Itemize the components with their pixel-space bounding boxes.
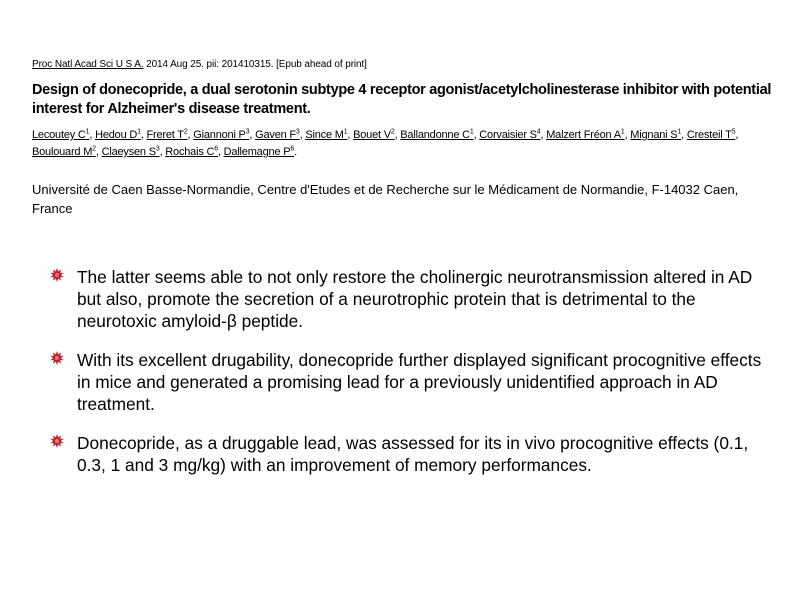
author-affiliation-number: 6 [290, 145, 295, 153]
author-affiliation-number: 1 [469, 128, 474, 136]
author-affiliation-number: 1 [137, 128, 141, 136]
author-link[interactable]: Malzert Fréon $A^1$ [546, 128, 625, 141]
journal-link[interactable]: Proc Natl Acad Sci U S A. [32, 59, 144, 70]
starburst-bullet-icon [50, 434, 64, 448]
author-link[interactable]: Hedou $D^1$ [95, 128, 141, 141]
starburst-bullet-icon [50, 351, 64, 365]
author-affiliation-number: 1 [620, 128, 625, 136]
author-link[interactable]: Ballandonne $C^1$ [400, 128, 474, 141]
bullet-item [50, 432, 770, 476]
bullet-text: Donecopride, as a druggable lead, was assessed for its in vivo procognitive effects (0.1, 0.3, 1 and 3 mg/kg) with an improvement of memory performances. [77, 433, 749, 475]
author-affiliation-number: 1 [677, 128, 682, 136]
author-link[interactable]: Corvaisier $S^4$ [479, 128, 541, 141]
author-affiliation-number: 3 [245, 128, 250, 136]
bullet-text: The latter seems able to not only restore the cholinergic neurotransmission altered in AD but also, promote the secretion of a neurotrophic protein that is detrimental to the neurotoxic amyloid-β peptide. [77, 267, 753, 331]
author-link[interactable]: Mignani $S^1$ [630, 128, 682, 141]
bullet-item [50, 349, 770, 415]
author-link[interactable]: Bouet $V^2$ [353, 128, 395, 141]
author-link[interactable]: Since $M^1$ [305, 128, 348, 141]
author-affiliation-number: 2 [92, 145, 96, 153]
citation-block [32, 58, 782, 161]
author-affiliation-number: 1 [343, 128, 348, 136]
author-link[interactable]: Giannoni $P^3$ [193, 128, 250, 141]
author-link[interactable]: Boulouard $M^2$ [32, 145, 96, 158]
author-link[interactable]: Rochais $C^6$ [165, 145, 218, 158]
affiliation: Université de Caen Basse-Normandie, Centre d'Etudes et de Recherche sur le Médicament de Normandie, F-14032 Caen, France [32, 182, 739, 216]
author-link[interactable]: Freret $T^2$ [146, 128, 188, 141]
author-affiliation-number: 3 [155, 145, 160, 153]
author-link[interactable]: Claeysen $S^3$ [101, 145, 160, 158]
author-affiliation-number: 2 [390, 128, 395, 136]
author-list: Lecoutey $C^1$, Hedou $D^1$, Freret $T^2$, Giannoni $P^3$, Gaven $F^3$, Since $M^1$, Bouet $V^2$, Ballandonne $C^1$, Corvaisier $S^4$, Malzert Fréon $A^1$, Mignani $S^1$, Cresteil $T^5$, Boulouard $M^2$, Claeysen $S^3$, Rochais $C^6$, Dallemagne $P^6$. [32, 128, 739, 158]
article-title: Design of donecopride, a dual serotonin subtype 4 receptor agonist/acetylcholinesterase inhibitor with potential interest for Alzheimer's disease treatment. [32, 82, 772, 117]
author-link[interactable]: Dallemagne $P^6$ [223, 145, 295, 158]
author-link[interactable]: Lecoutey $C^1$ [32, 128, 90, 141]
author-affiliation-number: 6 [214, 145, 218, 153]
author-affiliation-number: 1 [85, 128, 90, 136]
author-affiliation-number: 4 [536, 128, 541, 136]
author-affiliation-number: 5 [731, 128, 736, 136]
author-link[interactable]: Gaven $F^3$ [255, 128, 300, 141]
author-affiliation-number: 2 [183, 128, 188, 136]
author-link[interactable]: Cresteil $T^5$ [686, 128, 736, 141]
bullet-text: With its excellent drugability, donecopride further displayed significant procognitive effects in mice and generated a promising lead for a previously unidentified approach in AD treatment. [77, 350, 762, 414]
bullet-list [50, 266, 770, 493]
journal-line [32, 58, 782, 72]
author-affiliation-number: 3 [295, 128, 300, 136]
publication-info: 2014 Aug 25. pii: 201410315. [Epub ahead of print] [143, 59, 367, 70]
bullet-item [50, 266, 770, 332]
starburst-bullet-icon [50, 268, 64, 282]
